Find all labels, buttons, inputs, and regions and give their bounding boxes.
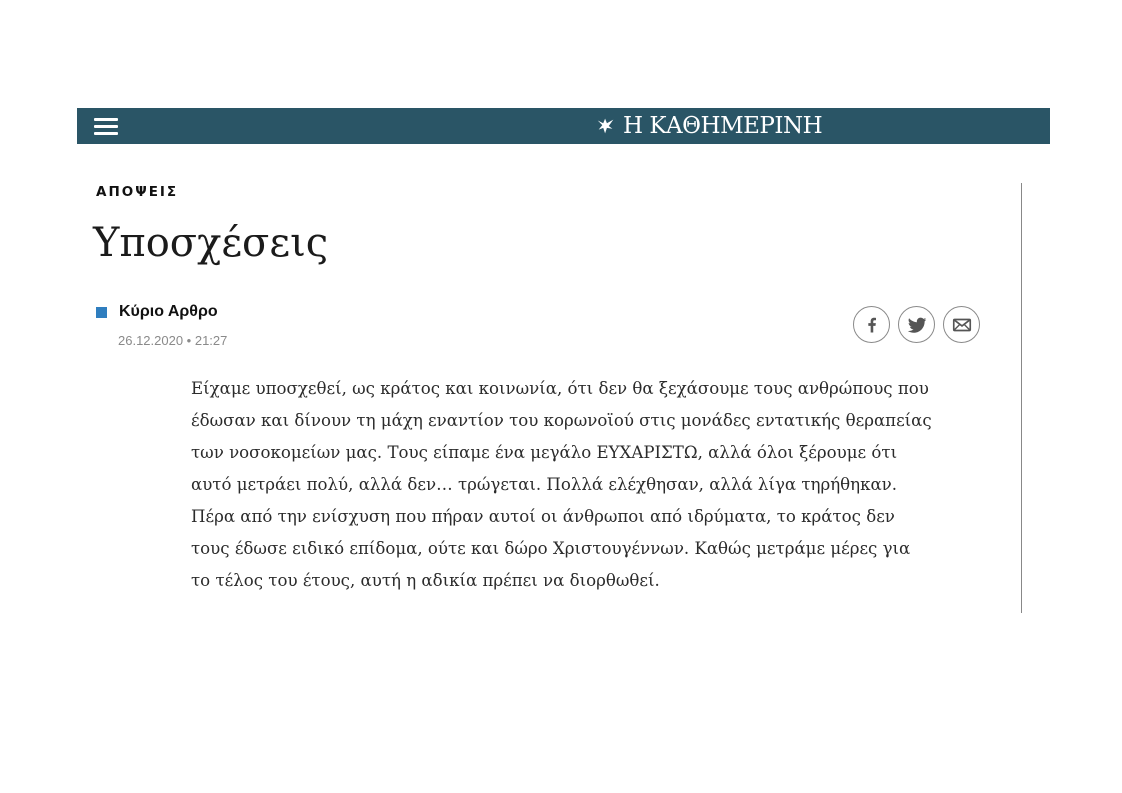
article-line: έδωσαν και δίνουν τη μάχη εναντίον του κορωνοϊού στις μονάδες εντατικής θεραπείας	[191, 411, 932, 430]
site-logo[interactable]	[595, 113, 822, 139]
article-line: αυτό μετράει πολύ, αλλά δεν… τρώγεται. Πολλά ελέχθησαν, αλλά λίγα τηρήθηκαν.	[191, 475, 898, 494]
section-label[interactable]: ΑΠΟΨΕΙΣ	[96, 184, 179, 200]
article-line: Είχαμε υποσχεθεί, ως κράτος και κοινωνία, ότι δεν θα ξεχάσουμε τους ανθρώπους που	[191, 379, 929, 398]
article-body	[191, 373, 991, 597]
content-divider	[1021, 183, 1022, 613]
top-navigation-bar	[77, 108, 1050, 144]
article-line: Πέρα από την ενίσχυση που πήραν αυτοί οι άνθρωποι από ιδρύματα, το κράτος δεν	[191, 507, 895, 526]
share-buttons	[853, 306, 980, 343]
article-line: των νοσοκομείων μας. Τους είπαμε ένα μεγάλο ΕΥΧΑΡΙΣΤΩ, αλλά όλοι ξέρουμε ότι	[191, 443, 898, 462]
article-line: το τέλος του έτους, αυτή η αδικία πρέπει να διορθωθεί.	[191, 571, 660, 590]
article-title: Υποσχέσεις	[93, 220, 329, 266]
article-line: τους έδωσε ειδικό επίδομα, ούτε και δώρο Χριστουγέννων. Καθώς μετράμε μέρες για	[191, 539, 911, 558]
category-square-icon	[96, 307, 107, 318]
facebook-share-button[interactable]	[853, 306, 890, 343]
publish-date: 26.12.2020 • 21:27	[118, 333, 228, 348]
email-share-button[interactable]	[943, 306, 980, 343]
twitter-icon	[906, 314, 928, 336]
email-icon	[951, 314, 973, 336]
hamburger-menu-icon[interactable]	[94, 118, 120, 135]
kathimerini-bird-icon	[595, 115, 617, 137]
category-label: Κύριο Αρθρο	[119, 303, 218, 320]
site-brand-name: Η ΚΑΘΗΜΕΡΙΝΗ	[623, 113, 823, 139]
facebook-icon	[862, 315, 882, 335]
article-category[interactable]	[96, 303, 218, 321]
twitter-share-button[interactable]	[898, 306, 935, 343]
